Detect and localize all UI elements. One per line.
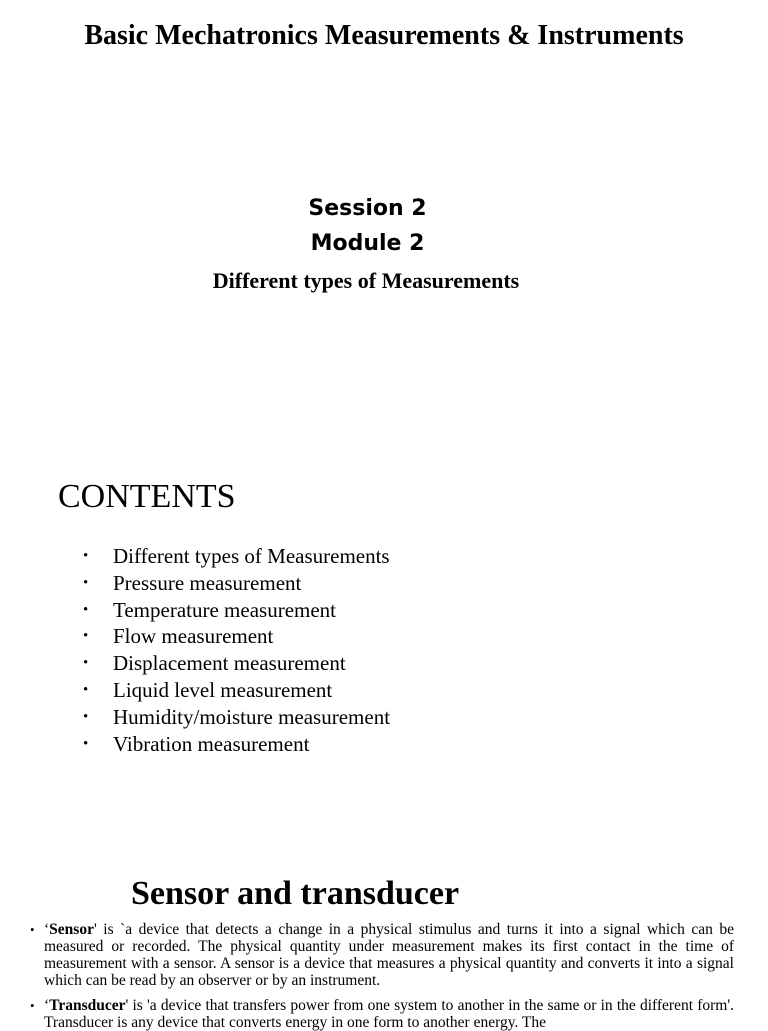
bullet-icon: • [30, 998, 35, 1013]
list-item [80, 731, 390, 758]
list-item-label: Different types of Measurements [113, 544, 390, 568]
slide-subtitle: Different types of Measurements [212, 268, 520, 293]
list-item [80, 543, 390, 570]
bullet-icon: • [83, 708, 89, 725]
module-label: Module 2 [310, 231, 425, 256]
bullet-icon: • [83, 574, 89, 591]
list-item-label: Flow measurement [113, 624, 274, 649]
sensor-definition-text [44, 921, 734, 989]
list-item-label: Displacement measurement [113, 651, 346, 676]
open-quote: ‘ [44, 921, 50, 938]
list-item-label: Vibration measurement [113, 731, 310, 756]
list-item [80, 677, 390, 704]
list-item [80, 623, 390, 650]
title-slide [0, 0, 768, 440]
transducer-definition-text [44, 997, 734, 1031]
list-item-label: Pressure measurement [113, 570, 302, 595]
session-label: Session 2 [308, 196, 427, 221]
list-item [80, 704, 390, 731]
list-item-label: Liquid level measurement [113, 677, 333, 702]
bullet-icon: • [83, 681, 89, 698]
contents-heading: CONTENTS [58, 478, 236, 515]
bullet-icon: • [83, 628, 89, 645]
bullet-icon: • [83, 655, 89, 672]
bullet-icon: • [83, 548, 89, 564]
sensor-definition [30, 921, 734, 989]
bullet-icon: • [83, 735, 89, 752]
list-item [80, 570, 390, 597]
list-item-label: Humidity/moisture measurement [113, 704, 391, 729]
list-item-label: Temperature measurement [113, 597, 337, 622]
list-item [80, 650, 390, 677]
definition-body: ' is `a device that detects a change in a physical stimulus and turns it into a signal which can be measured or recorded. The physical quantity under measurement makes its first contact in the time of measurement with a sensor. A sensor is a device that measures a physical quantity and converts it into a signal which can be read by an observer or by an instrument. [44, 921, 734, 989]
bullet-icon: • [83, 601, 89, 618]
term-sensor: Sensor [49, 921, 94, 938]
transducer-definition [30, 997, 734, 1031]
list-item [80, 597, 390, 624]
course-title: Basic Mechatronics Measurements & Instruments [84, 20, 684, 51]
bullet-icon: • [30, 922, 35, 937]
definition-body: ' is 'a device that transfers power from one system to another in the same or in the different form'. Transducer is any device that converts energy in one form to another energy. The [44, 997, 734, 1031]
contents-list [80, 543, 390, 757]
sensor-heading: Sensor and transducer [131, 875, 460, 912]
term-transducer: Transducer [49, 997, 126, 1014]
open-quote: ‘ [44, 997, 50, 1014]
